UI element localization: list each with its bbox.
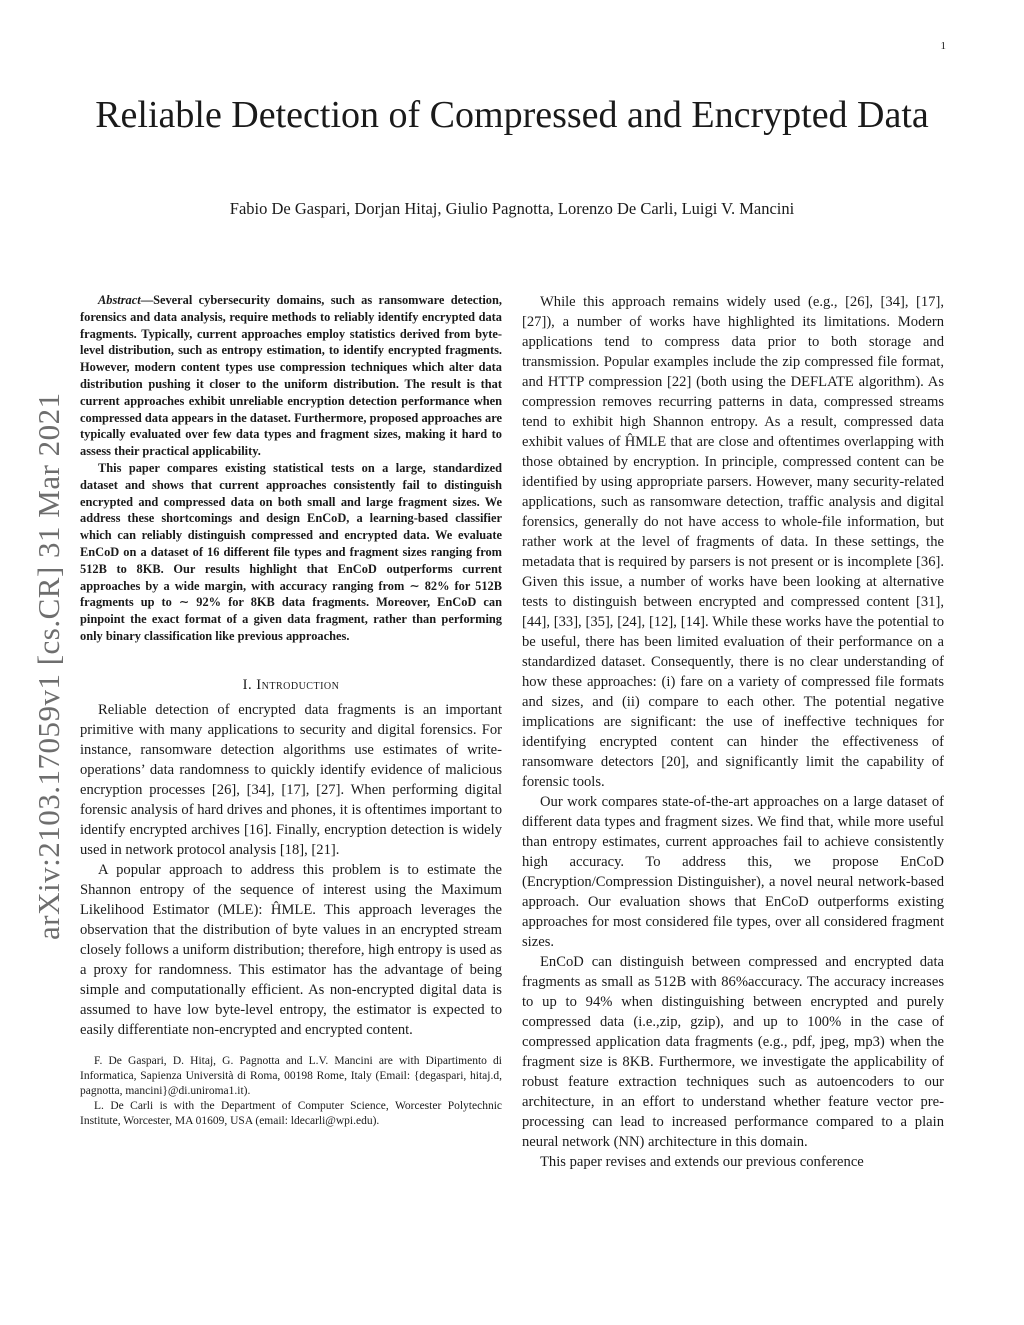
abstract-paragraph-1 [80, 292, 502, 460]
footnote-affiliation-1: F. De Gaspari, D. Hitaj, G. Pagnotta and L.V. Mancini are with Dipartimento di Informatica, Sapienza Università di Roma, 00198 Rome, Italy (Email: {degaspari, hitaj.d, pagnotta, mancini}@di.uniroma1.it). [80, 1054, 502, 1097]
section-heading-introduction: I. Introduction [242, 676, 340, 693]
left-column [80, 292, 502, 1129]
arxiv-identifier: arXiv:2103.17059v1 [cs.CR] 31 Mar 2021 [31, 392, 66, 940]
intro-paragraph-1: Reliable detection of encrypted data fragments is an important primitive with many applications to security and digital forensics. For instance, ransomware detection algorithms use estimates of write-operations’ data randomness to quickly identify evidence of malicious encryption processes [26], [34], [17], [27]. When performing digital forensic analysis of hard drives and phones, it is oftentimes important to identify encrypted archives [16]. Finally, encryption detection is widely used in network protocol analysis [18], [21]. [80, 701, 502, 858]
right-paragraph-4: This paper revises and extends our previous conference [540, 1154, 864, 1170]
right-column [522, 292, 944, 1172]
right-paragraph-1: While this approach remains widely used (e.g., [26], [34], [17], [27]), a number of works have highlighted its limitations. Modern applications tend to compress data prior to both storage and transmission. Popular examples include the zip compressed file format, and HTTP compression [22] (both using the DEFLATE algorithm). As compression removes recurring patterns in data, compressed streams tend to exhibit high Shannon entropy. As a result, compressed data exhibit values of ĤMLE that are close and oftentimes overlapping with those obtained by encryption. In principle, compressed content can be identified by using appropriate parsers. However, many security-related applications, such as ransomware detection, traffic analysis and digital forensics, generally do not have access to whole-file information, but rather work at the level of fragments of data. In these settings, the metadata that is required by parsers is not present or is incomplete [36]. Given this issue, a number of works have been looking at alternative tests to distinguish between encrypted and compressed content [31], [44], [33], [35], [24], [12], [14]. While these works have the potential to be useful, there has been limited evaluation of their performance on a standardized dataset. Consequently, there is no clear understanding of how these approaches: (i) fare on a variety of compressed file formats and sizes, and (ii) compare to each other. The potential negative implications are significant: the use of ineffective techniques for identifying encrypted content can hinder the effectiveness of ransomware detectors [20], and significantly limit the capability of forensic tools. [522, 294, 944, 790]
right-paragraph-3: EnCoD can distinguish between compressed and encrypted data fragments as small as 512B with 86%accuracy. The accuracy increases to up to 94% when distinguishing between encrypted and purely compressed data (i.e.,zip, gzip), and up to 100% in the case of compressed application data fragments (e.g., pdf, jpeg, mp3) when the fragment size is 8KB. Furthermore, we investigate the applicability of robust feature extraction techniques such as autoencoders to our architecture, in an effort to understand whether feature vector pre-processing can lead to increased performance compared to a plain neural network (NN) architecture in this domain. [522, 954, 944, 1150]
right-paragraph-2: Our work compares state-of-the-art approaches on a large dataset of different data types and fragment sizes. We find that, while more useful than entropy estimates, current approaches fail to achieve consistently high accuracy. To address this, we propose EnCoD (Encryption/Compression Distinguisher), a novel neural network-based approach. Our evaluation shows that EnCoD outperforms existing approaches for most considered file types, over all considered fragment sizes. [522, 794, 944, 950]
abstract-text-1: —Several cybersecurity domains, such as ransomware detection, forensics and data analysis, require methods to reliably identify encrypted data fragments. Typically, current approaches employ statistics derived from byte-level distribution, such as entropy estimation, to identify encrypted fragments. However, modern content types use compression techniques which alter data distribution pushing it closer to the uniform distribution. The result is that current approaches exhibit unreliable encryption detection performance when compressed data appears in the dataset. Furthermore, proposed approaches are typically evaluated over few data types and fragment sizes, making it hard to assess their practical applicability. [80, 293, 502, 459]
introduction-body [80, 700, 502, 1040]
abstract-paragraph-2: This paper compares existing statistical tests on a large, standardized dataset and shows that current approaches consistently fail to distinguish encrypted and compressed data on both small and large fragment sizes. We address these shortcomings and design EnCoD, a learning-based classifier which can reliably distinguish compressed and encrypted data. We evaluate EnCoD on a dataset of 16 different file types and fragment sizes ranging from 512B to 8KB. Our results highlight that EnCoD outperforms current approaches by a wide margin, with accuracy ranging from ∼ 82% for 512B fragments up to ∼ 92% for 8KB data fragments. Moreover, EnCoD can pinpoint the exact format of a given data fragment, rather than performing only binary classification like previous approaches. [80, 460, 502, 643]
footnotes [80, 1054, 502, 1129]
paper-title: Reliable Detection of Compressed and Encrypted Data [95, 94, 929, 136]
author-list: Fabio De Gaspari, Dorjan Hitaj, Giulio Pagnotta, Lorenzo De Carli, Luigi V. Mancini [229, 199, 795, 218]
footnote-affiliation-2: L. De Carli is with the Department of Computer Science, Worcester Polytechnic Institute, Worcester, MA 01609, USA (email: ldecarli@wpi.edu). [80, 1099, 502, 1127]
abstract [80, 292, 502, 645]
abstract-label: Abstract [98, 293, 141, 307]
intro-paragraph-2: A popular approach to address this problem is to estimate the Shannon entropy of the sequence of interest using the Maximum Likelihood Estimator (MLE): ĤMLE. This approach leverages the observation that the distribution of byte values in an encrypted stream closely follows a uniform distribution; therefore, high entropy is used as a proxy for randomness. This estimator has the advantage of being simple and computationally efficient. As non-encrypted digital data is assumed to have low byte-level entropy, the estimator is expected to easily differentiate non-encrypted and encrypted content. [80, 861, 502, 1038]
page-number: 1 [940, 40, 946, 52]
